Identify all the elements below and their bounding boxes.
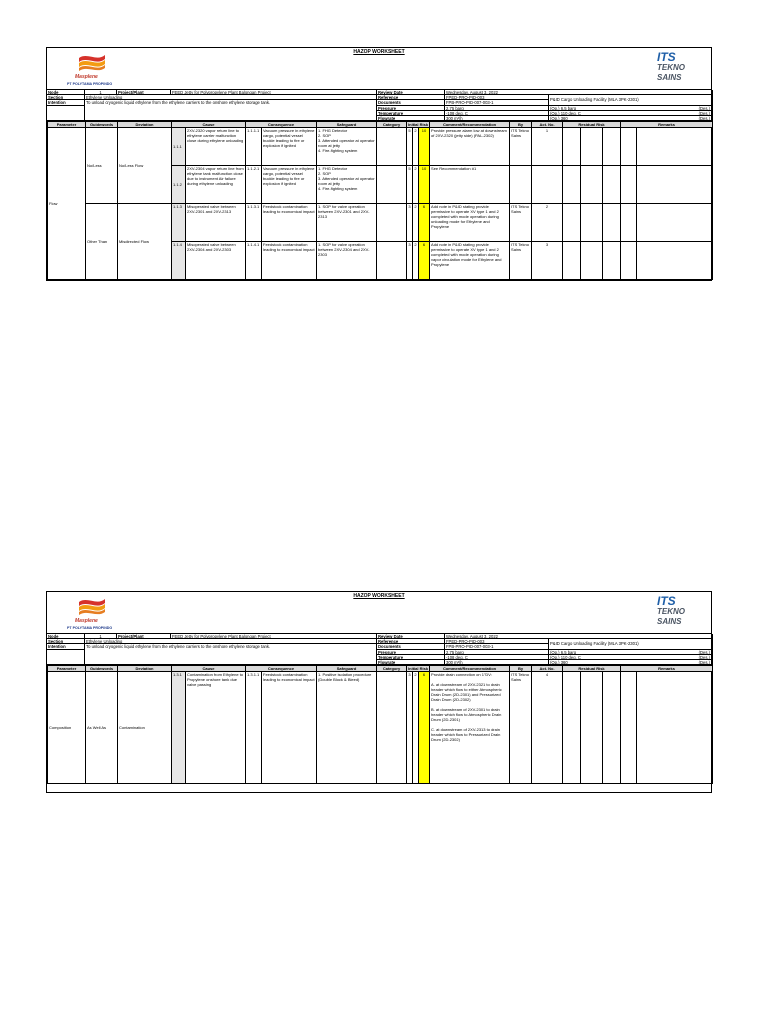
temperature-design-row: (Op.) 110 deg. C (Des.) — [549, 111, 713, 116]
worksheet-info-block — [47, 90, 711, 121]
guideword-cell: No/Less — [86, 128, 118, 204]
table-row: 1.1.4 Misoperated valve between 2XV-2304 and 2XV-2303 1.1.4.1 Feedstock contamination leading to economical impact 1. SOP for valve operation between 2XV-2304 and 2XV-2303 3 2 6 Add note in P&ID stating provide permissive to operate XV type 1 and 2 completed with mode operation during vapor circulation mode for Ethylene and Propylene ITS Tekno Sains 3 — [48, 242, 713, 280]
logo-company-text: PT POLYTAMA PROPINDO — [67, 626, 113, 630]
table-row: 1.1.2 2XV-2304 vapor return line from ethylene tank malfunction close due to instrument Air failure during ethylene unloading 1.1.2.1 Vacuum pressure in ethylene cargo, potential vessel buckle leading to fire or explosion if ignited 1. FHG Detector 2. SOP 3. Attended operator at operator room at jetty 4. Fire-fighting system 5 2 10 See Recommendation #1 — [48, 166, 713, 204]
hazop-table-2 — [47, 665, 713, 784]
pressure-label: Pressure — [377, 106, 445, 111]
its-tekno-sains-logo: ITS TEKNO SAINS — [657, 50, 685, 82]
parameter-cell: Flow — [48, 128, 86, 280]
intention-label: Intention — [47, 100, 85, 105]
temperature-label: Temperature — [377, 111, 445, 116]
table-row: Other Than Misdirected Flow 1.1.3 Misoperated valve between 2XV-2301 and 2XV-2313 1.1.3.1 Feedstock contamination leading to economical impact 1. SOP for valve operation between 2XV-2301 and 2XV-2313 3 2 6 Add note in P&ID stating provide permissive to operate XV type 1 and 2 completed with mode operation during unloading mode for Ethylene and Propylene ITS Tekno Sains 2 — [48, 204, 713, 242]
deviation-cell: No/Less Flow — [118, 128, 172, 204]
temperature-value: -108 deg. C — [445, 111, 549, 116]
reference-label: Reference — [377, 95, 445, 100]
section-value: Ethylene Unloading — [85, 95, 377, 100]
flowrate-design-row: (Op.) 360 (Des.) — [549, 116, 713, 121]
flame-logo-icon — [77, 596, 107, 618]
intention-value: To unload cryogenic liquid ethylene from the ethylene carriers to the onshore ethylene storage tank. — [85, 100, 377, 121]
documents-value: FPB-PRO-PID-007-003-1 — [445, 100, 549, 105]
worksheet-title: HAZOP WORKSHEET — [353, 49, 405, 55]
hazop-table-1 — [47, 121, 713, 280]
review-date-value: Wednesday, August 3, 2022 — [445, 90, 713, 95]
worksheet-banner — [47, 48, 711, 90]
pressure-design-row: (Op.) 6.5 barg (Des.) — [549, 106, 713, 111]
its-tekno-sains-logo: ITS TEKNO SAINS — [657, 594, 685, 626]
guideword-cell: As Well As — [86, 672, 118, 784]
table-header-row: Parameter Guidewords Deviation Cause Consequence Safeguard Category Initial Risk Comment/Recommendation By Act. No. Residual Risk Remarks — [48, 122, 713, 128]
section-label: Section — [47, 95, 85, 100]
flowrate-value: 300 m³/h — [445, 116, 549, 121]
project-label: Project/Plant — [117, 90, 171, 95]
flowrate-label: Flowrate — [377, 116, 445, 121]
node-label: Node — [47, 90, 85, 95]
logo-company-text: PT POLYTAMA PROPINDO — [67, 82, 113, 86]
node-value: 1 — [85, 90, 117, 95]
logo-brand-text: Masplene — [75, 618, 98, 624]
hazop-worksheet-1 — [46, 47, 712, 281]
masplene-logo — [67, 52, 117, 88]
reference-value: FPED-PRO-PID-003 — [445, 95, 549, 100]
logo-brand-text: Masplene — [75, 74, 98, 80]
review-date-label: Review Date — [377, 90, 445, 95]
masplene-logo — [67, 596, 117, 632]
flame-logo-icon — [77, 52, 107, 74]
pressure-value: 2.75 barg — [445, 106, 549, 111]
guideword-cell: Other Than — [86, 204, 118, 280]
worksheet-title: HAZOP WORKSHEET — [353, 593, 405, 599]
hazop-worksheet-2 — [46, 591, 712, 793]
worksheet-banner — [47, 592, 711, 634]
table-row: Flow No/Less No/Less Flow 1.1.1 2XV-2320 vapor return line to ethylene carrier malfunction close during ethylene unloading 1.1.1.1 Vacuum pressure in ethylene cargo, potential vessel buckle leading to fire or explosion if ignited 1. FHG Detector 2. SOP 3. Attended operator at operator room at jetty 4. Fire-fighting system 5 2 10 Provide pressure alarm low at downstream of 2XV-2320 (jetty side) (PAL-2302) ITS Tekno Sains 1 — [48, 128, 713, 166]
worksheet-info-block: Node 1 Project/Plant FEED Jetty for Polypropylene Plant Balongan Project Review Date Wednesday, August 3, 2022 Section Ethylene Unloading Reference FPED-PRO-PID-003 P&ID Cargo Unloading Facility (MLA 3PK-2301) Intention To unload cryogenic liquid ethylene from the ethylene carriers to the onshore ethylene storage tank. Documents FPB-PRO-PID-007-003-1 Pressure 2.75 barg (Op.) 6.5 barg (Des.) Temperature -108 deg. C (Op.) 110 deg. C (Des.) Flowrate 300 m³/h (Op.) 360 (Des.) — [47, 634, 711, 665]
table-row: Composition As Well As Contamination 1.3.1 Contamination from Ethylene to Propylene onshore tank due valve passing 1.3.1.1 Feedstock contamination leading to economical impact 1. Positive isolation procedure (Double Block & Bleed) 3 2 6 Provide drain connection on 1"DV: A. at downstream of 2XV-2321 to drain header which flow to either Atmospheric Drain Drum (2D-2301) and Pressurized Drain Drum (2D-2302) B. at downstream of 2XV-2301 to drain header which flow to Atmospheric Drain Drum (2D-2301) C. at downstream of 2XV-2313 to drain header which flow to Pressurized Drain Drum (2D-2302) ITS Tekno Sains 4 — [48, 672, 713, 784]
table-header-row: Parameter Guidewords Deviation Cause Consequence Safeguard Category Initial Risk Comment/Recommendation By Act. No. Residual Risk Remarks — [48, 666, 713, 672]
parameter-cell: Composition — [48, 672, 86, 784]
facility-reference: P&ID Cargo Unloading Facility (MLA 3PK-2301) — [549, 95, 713, 105]
project-value: FEED Jetty for Polypropylene Plant Balongan Project — [171, 90, 377, 95]
documents-label: Documents — [377, 100, 445, 105]
deviation-cell: Misdirected Flow — [118, 204, 172, 280]
deviation-cell: Contamination — [118, 672, 172, 784]
